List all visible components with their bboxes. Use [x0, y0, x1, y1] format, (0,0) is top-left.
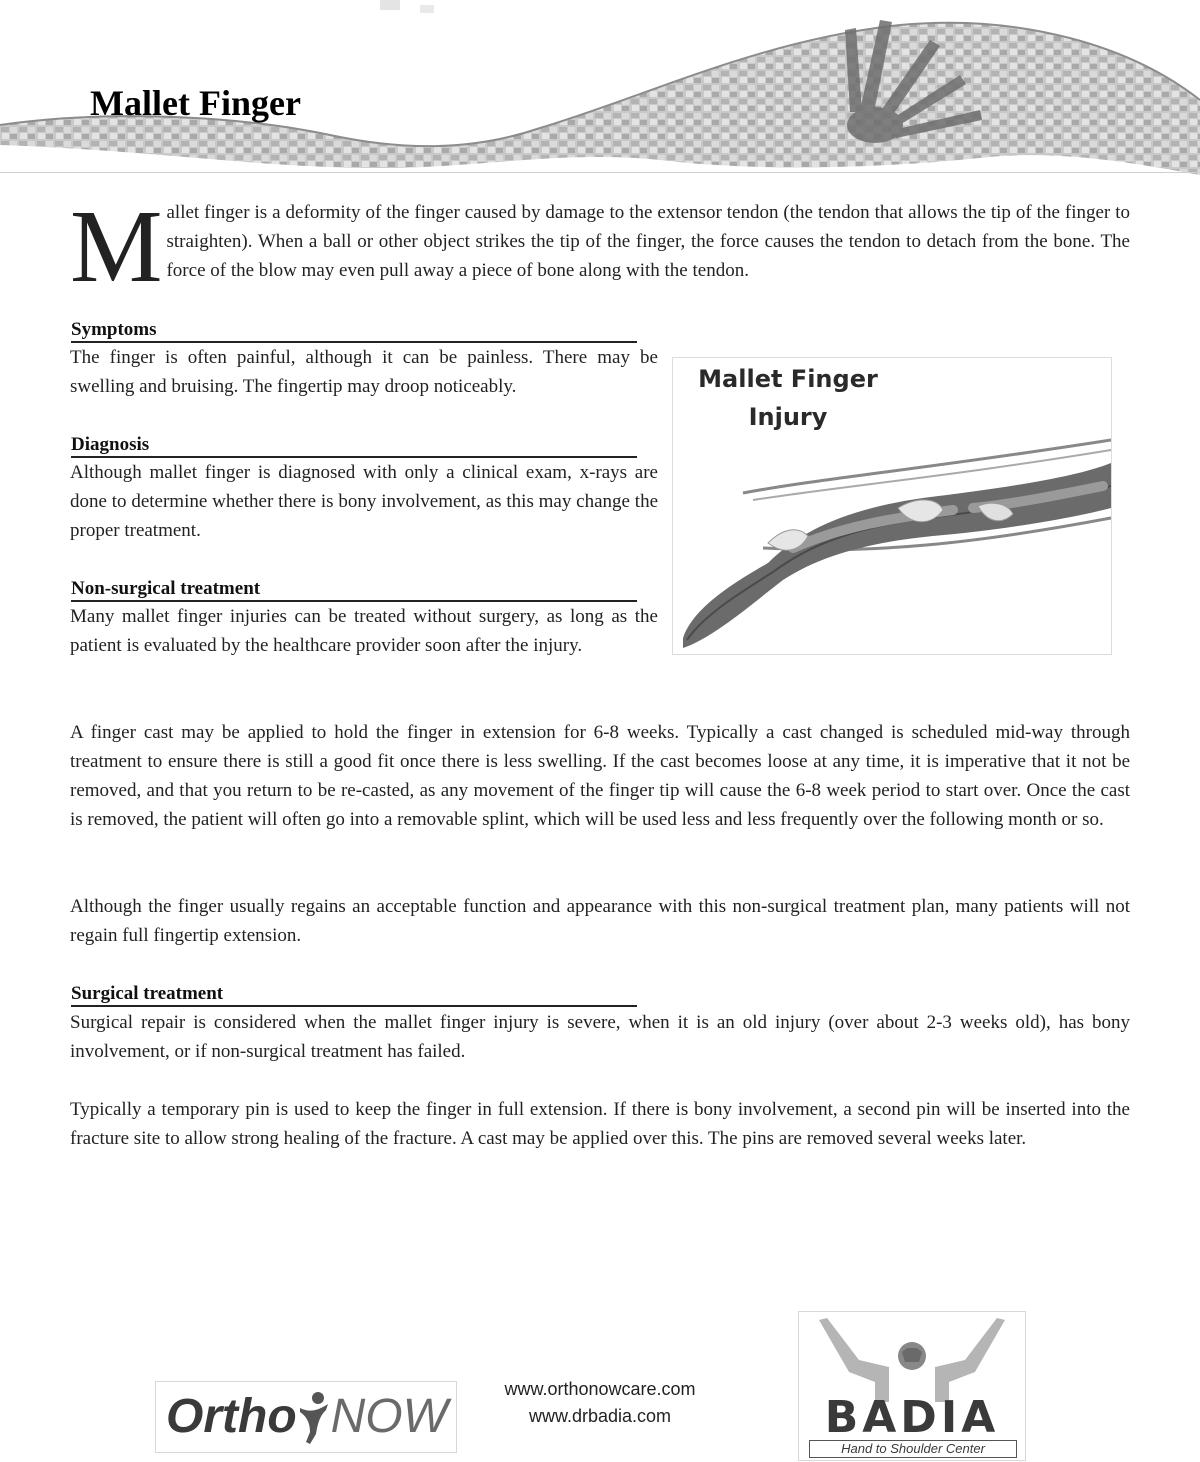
orthonow-logo-part2: NOW: [330, 1390, 448, 1443]
intro-text: allet finger is a deformity of the finger caused by damage to the extensor tendon (the tendon that allows the tip of the finger to straighten). When a ball or other object strikes the tip of the finger, the force causes the tendon to detach from the bone. The force of the blow may even pull away a piece of bone along with the tendon.: [166, 202, 1130, 281]
nonsurgical-text-2: A finger cast may be applied to hold the finger in extension for 6-8 weeks. Typically a cast changed is scheduled mid-way through treatment to ensure there is still a good fit once there is less swelling. If the cast becomes loose at any time, it is imperative that it not be removed, and that you return to be re-casted, as any movement of the finger tip will cause the 6-8 week period to start over. Once the cast is removed, the patient will often go into a removable splint, which will be used less and less frequently over the following month or so.: [70, 722, 1130, 830]
mallet-finger-illustration: [672, 357, 1112, 655]
diagnosis-text: Although mallet finger is diagnosed with only a clinical exam, x-rays are done to determine whether there is bony involvement, as this may change the proper treatment.: [70, 462, 658, 541]
header-banner: [0, 0, 1200, 175]
badia-logo-word: BADIA: [824, 1392, 1000, 1443]
drop-cap: M: [70, 189, 163, 304]
raised-arms-figure-icon: [799, 1312, 1025, 1402]
badia-logo-subtitle: Hand to Shoulder Center: [809, 1440, 1017, 1458]
symptoms-heading: Symptoms: [71, 319, 637, 343]
link-drbadia[interactable]: www.drbadia.com: [528, 1406, 672, 1426]
intro-paragraph: [70, 189, 1130, 304]
nonsurgical-heading: Non-surgical treatment: [71, 578, 637, 602]
orthonow-logo-part1: Ortho: [166, 1390, 297, 1443]
surgical-text-2: Typically a temporary pin is used to keep the finger in full extension. If there is bony involvement, a second pin will be inserted into the fracture site to allow strong healing of the fracture. A cast may be applied over this. The pins are removed several weeks later.: [70, 1099, 1130, 1149]
surgical-text-1: Surgical repair is considered when the mallet finger injury is severe, when it is an old injury (over about 2-3 weeks old), has bony involvement, or if non-surgical treatment has failed.: [70, 1012, 1130, 1062]
badia-logo: [798, 1311, 1026, 1461]
footer-links: [470, 1376, 730, 1430]
figure-title-line2: Injury: [748, 403, 828, 431]
link-orthonowcare[interactable]: www.orthonowcare.com: [504, 1379, 696, 1399]
running-figure-icon: [296, 1390, 332, 1446]
symptoms-text: The finger is often painful, although it can be painless. There may be swelling and bruising. The fingertip may droop noticeably.: [70, 347, 658, 397]
header-divider: [0, 172, 1200, 173]
figure-title-line1: Mallet Finger: [698, 365, 878, 393]
surgical-heading: Surgical treatment: [71, 983, 637, 1007]
page-title: Mallet Finger: [90, 83, 301, 123]
orthonow-logo: [155, 1381, 457, 1453]
nonsurgical-text-1: Many mallet finger injuries can be treated without surgery, as long as the patient is evaluated by the healthcare provider soon after the injury.: [70, 606, 658, 656]
diagnosis-heading: Diagnosis: [71, 434, 637, 458]
nonsurgical-text-3: Although the finger usually regains an acceptable function and appearance with this non-surgical treatment plan, many patients will not regain full fingertip extension.: [70, 896, 1130, 946]
